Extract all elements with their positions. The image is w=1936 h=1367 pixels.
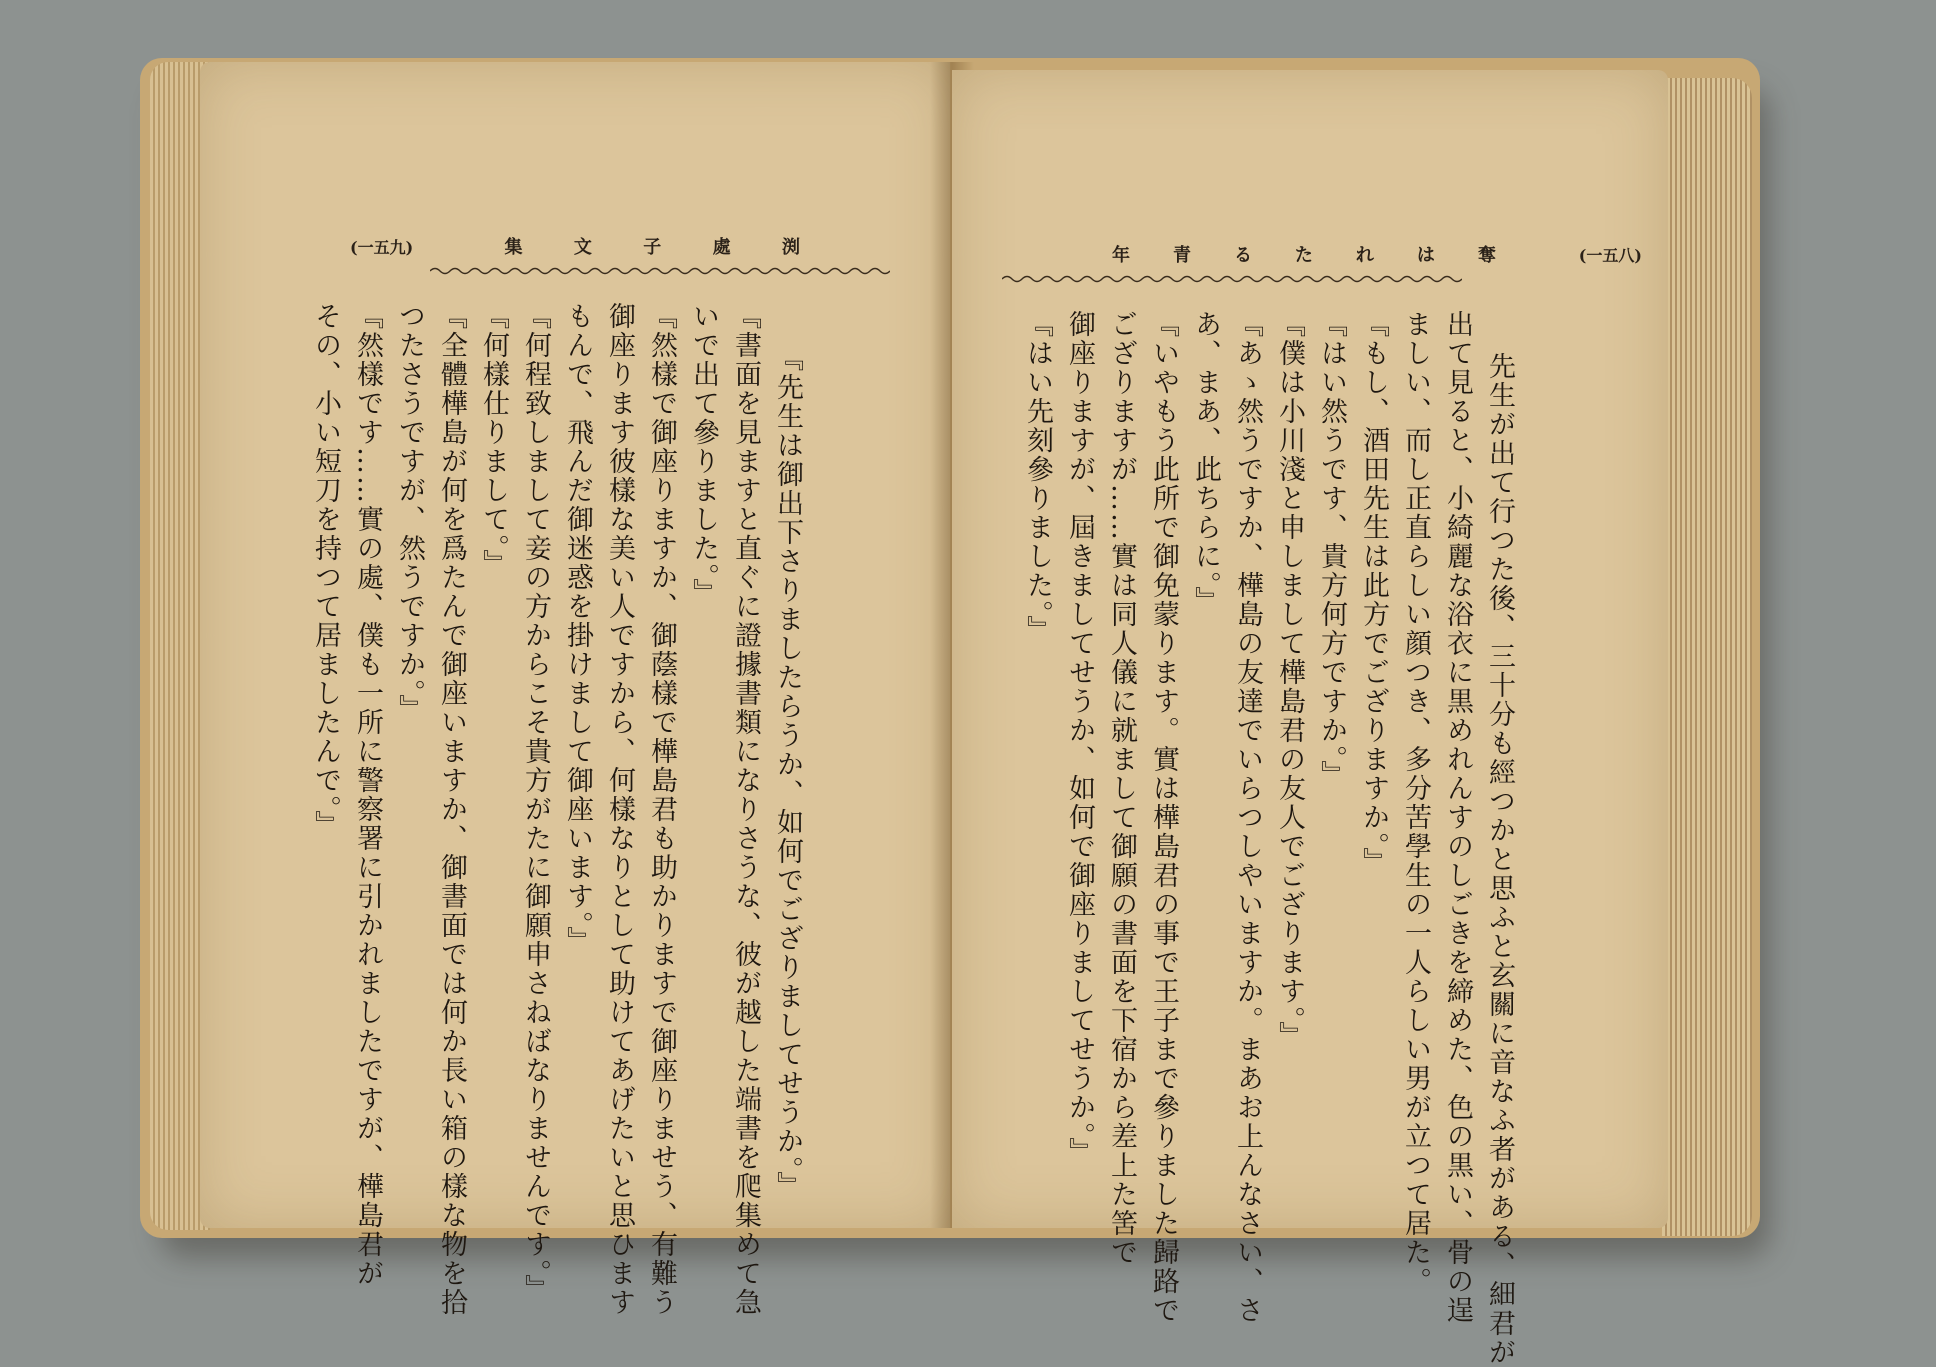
text-line: 『僕は小川淺と申しまして樺島君の友人でござります。』 <box>1274 310 1305 1051</box>
right-page-header <box>1112 240 1642 268</box>
text-line: もんで、飛んだ御迷惑を掛けまして御座います。』 <box>562 302 593 956</box>
text-line: 『書面を見ますと直ぐに證據書類になりさうな、彼が越した端書を爬集めて急 <box>730 302 761 1317</box>
text-line: つたさうですが、然うですか。』 <box>394 302 425 724</box>
right-page-number: (一五八) <box>1578 245 1642 265</box>
text-line: ましい、而し正直らしい顔つき、多分苦學生の一人らしい男が立つて居た。 <box>1400 310 1431 1296</box>
left-page <box>200 62 950 1317</box>
text-line: 『いやもう此所で御免蒙ります。實は樺島君の事で王子まで參りました歸路で <box>1148 310 1179 1325</box>
text-line: 『はい然うです、貴方何方ですか。』 <box>1316 310 1347 790</box>
left-page-header <box>350 232 800 260</box>
text-line: 先生が出て行つた後、三十分も經つかと思ふと玄關に音なふ者がある、細君が <box>1484 352 1515 1367</box>
text-line: いで出て參りました。』 <box>688 302 719 608</box>
text-line: 『もし、酒田先生は此方でござりますか。』 <box>1358 310 1389 877</box>
text-line: 『然樣です……實の處、僕も一所に警察署に引かれましたですが、樺島君が <box>352 302 383 1288</box>
text-line: あ、まあ、此ちらに。』 <box>1190 310 1221 616</box>
left-running-title-char: 文 <box>573 237 592 258</box>
left-running-title-char: 渕 <box>781 237 800 258</box>
text-line: 『全體樺島が何を爲たんで御座いますか、御書面では何か長い箱の樣な物を拾 <box>436 302 467 1317</box>
right-page <box>952 70 1668 1367</box>
left-header-rule <box>430 266 890 276</box>
text-line: 出て見ると、小綺麗な浴衣に黒めれんすのしごきを締めた、色の黒い、骨の逞 <box>1442 310 1473 1325</box>
text-line: その、小い短刀を持つて居ましたんで。』 <box>310 302 341 840</box>
left-running-title-char: 子 <box>643 237 662 258</box>
text-line: 『何程致しまして妾の方からこそ貴方がたに御願申さねばなりませんです。』 <box>520 302 551 1304</box>
right-header-rule <box>1002 274 1462 284</box>
text-line: ござりますが……實は同人儀に就まして御願の書面を下宿から差上た筈で <box>1106 310 1137 1267</box>
text-line: 『はい先刻參りました。』 <box>1022 310 1053 645</box>
left-running-title-char: 處 <box>712 237 731 258</box>
right-page-body <box>1002 310 1562 1367</box>
right-running-title-char: は <box>1416 245 1435 266</box>
left-page-body <box>290 302 850 1317</box>
text-line: 御座りますが、屆きましてせうか、如何で御座りましてせうか。』 <box>1064 310 1095 1167</box>
right-running-title-char: た <box>1294 245 1313 266</box>
text-line: 『何樣仕りまして。』 <box>478 302 509 579</box>
right-running-title-char: 奪 <box>1477 245 1496 266</box>
right-running-title-char: る <box>1233 245 1252 266</box>
right-running-title-char: れ <box>1355 245 1374 266</box>
right-page-stack <box>1662 78 1752 1236</box>
left-running-title-char: 集 <box>504 237 523 258</box>
text-line: 『あゝ然うですか、樺島の友達でいらつしやいますか。まあお上んなさい、さ <box>1232 310 1263 1325</box>
text-line: 『然樣で御座りますか、御蔭樣で樺島君も助かりますで御座りませう、有難う <box>646 302 677 1317</box>
right-running-title-char: 年 <box>1112 245 1130 266</box>
left-page-number: (一五九) <box>350 237 414 257</box>
right-running-title-char: 青 <box>1172 245 1191 266</box>
text-line: 『先生は御出下さりましたらうか、如何でござりましてせうか。』 <box>772 344 803 1201</box>
text-line: 御座ります彼樣な美い人ですから、何樣なりとして助けてあげたいと思ひます <box>604 302 635 1317</box>
